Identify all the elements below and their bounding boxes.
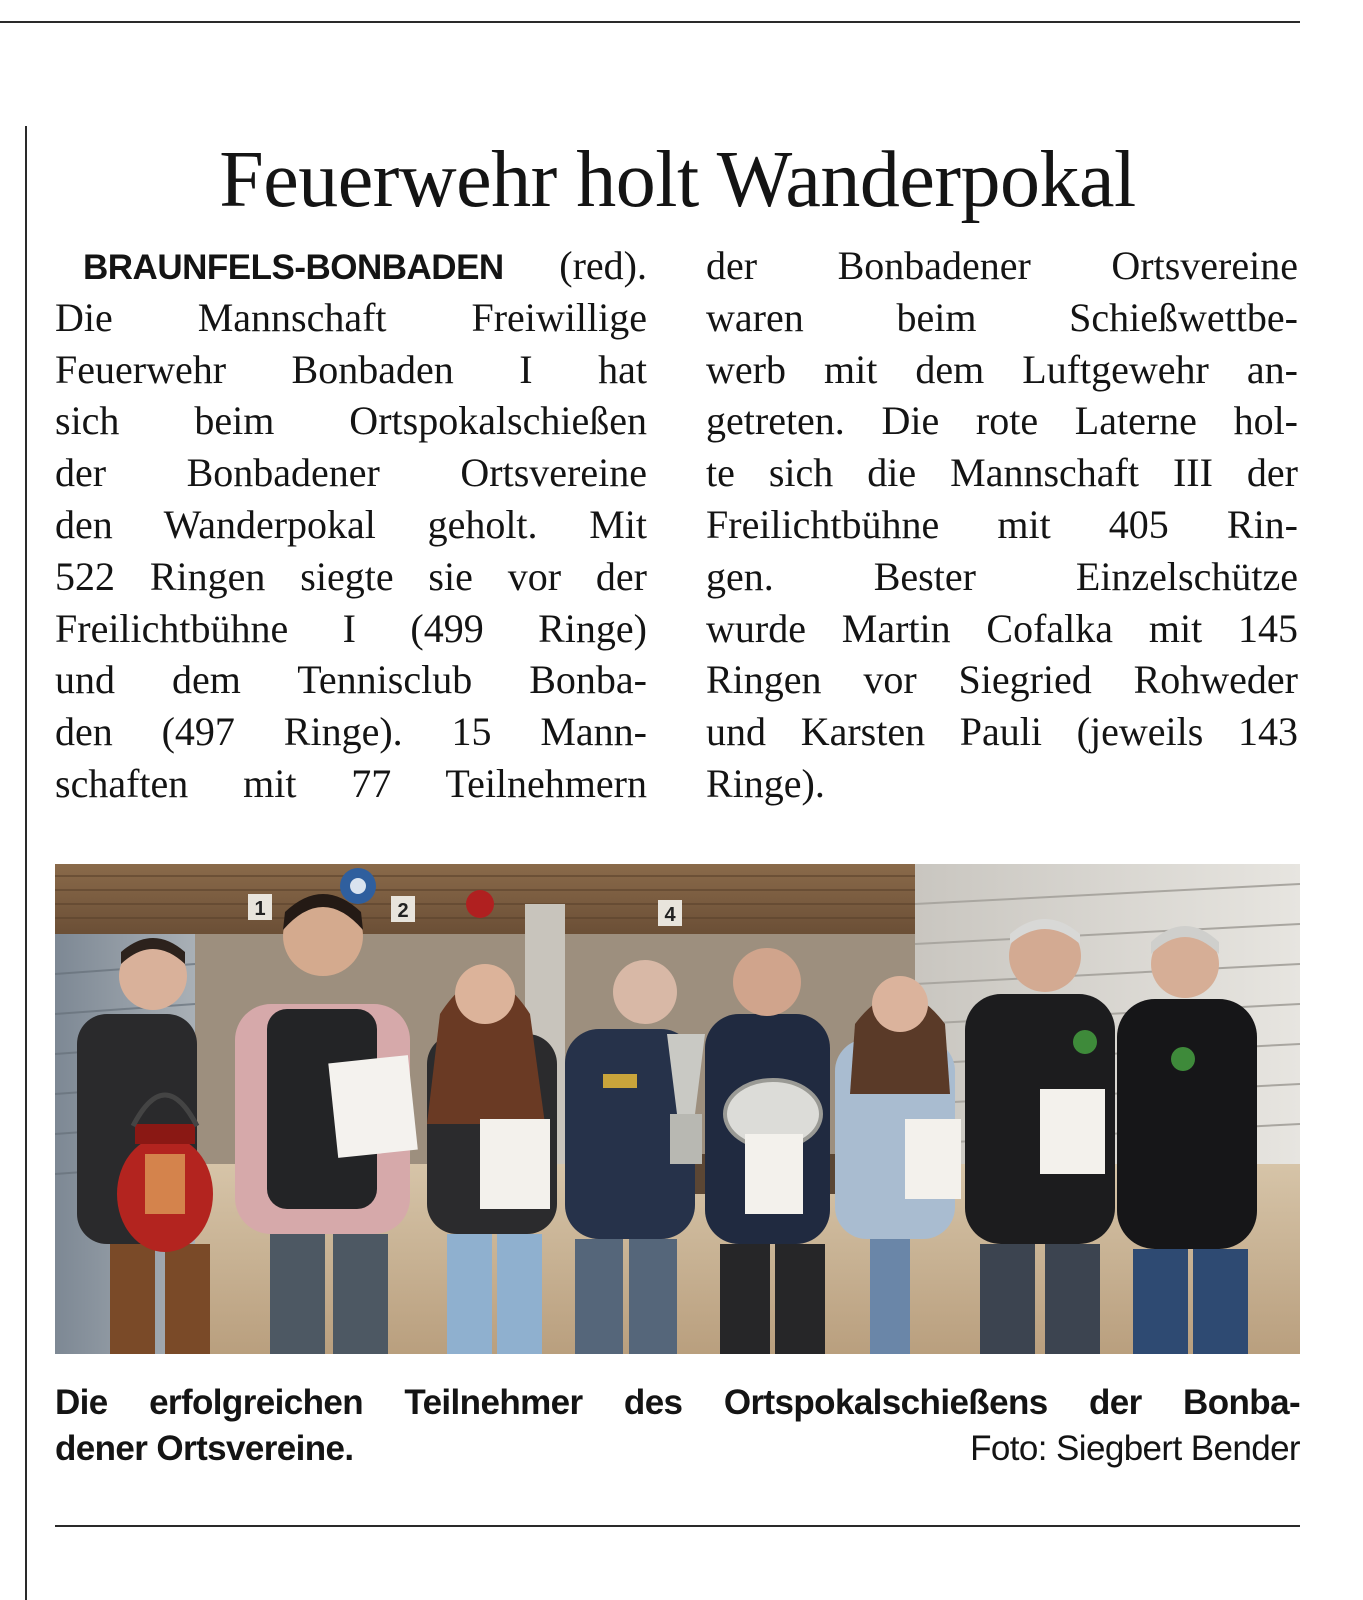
body-line: und dem Tennisclub Bonba- xyxy=(55,657,647,703)
column-rule xyxy=(25,126,27,1600)
body-line: Freilichtbühne mit 405 Rin- xyxy=(706,501,1298,547)
caption-line: Die erfolgreichen Teilnehmer des Ortspokalschießens der Bonba- xyxy=(55,1383,1300,1422)
caption-text: dener Ortsvereine. xyxy=(55,1429,354,1468)
article-column-1 xyxy=(55,240,647,810)
body-line: Ringe). xyxy=(706,760,825,806)
dateline: BRAUNFELS-BONBADEN xyxy=(83,248,504,287)
lane-number: 2 xyxy=(397,900,409,922)
body-line: den (497 Ringe). 15 Mann- xyxy=(55,709,647,755)
body-line: wurde Martin Cofalka mit 145 xyxy=(706,605,1298,651)
caption-line-2 xyxy=(55,1426,1300,1472)
top-rule xyxy=(0,21,1300,23)
body-line: der Bonbadener Ortsvereine xyxy=(706,243,1298,288)
body-line: den Wanderpokal geholt. Mit xyxy=(55,501,647,547)
body-line: waren beim Schießwettbe- xyxy=(706,294,1298,340)
body-line: BRAUNFELS-BONBADEN (red). xyxy=(83,243,647,288)
body-line: getreten. Die rote Laterne hol- xyxy=(706,398,1298,444)
lane-number: 4 xyxy=(664,904,676,926)
body-line: gen. Bester Einzelschütze xyxy=(706,553,1298,599)
headline: Feuerwehr holt Wanderpokal xyxy=(219,136,1136,224)
body-line: schaften mit 77 Teilnehmern xyxy=(55,760,647,806)
body-line: Freilichtbühne I (499 Ringe) xyxy=(55,605,647,651)
team-photo xyxy=(55,864,1300,1354)
article-column-2 xyxy=(706,240,1298,810)
body-line: te sich die Mannschaft III der xyxy=(706,450,1298,496)
body-line: Die Mannschaft Freiwillige xyxy=(55,294,647,340)
lane-number: 1 xyxy=(254,898,266,920)
body-line: 522 Ringen siegte sie vor der xyxy=(55,553,647,599)
body-line: Ringen vor Siegried Rohweder xyxy=(706,657,1298,703)
bottom-rule xyxy=(55,1525,1300,1527)
photo-caption xyxy=(55,1380,1300,1472)
body-line: werb mit dem Luftgewehr an- xyxy=(706,346,1298,392)
body-line: der Bonbadener Ortsvereine xyxy=(55,450,647,496)
body-line: Feuerwehr Bonbaden I hat xyxy=(55,346,647,392)
photo-credit: Foto: Siegbert Bender xyxy=(970,1429,1300,1468)
body-line: sich beim Ortspokalschießen xyxy=(55,398,647,444)
body-line: und Karsten Pauli (jeweils 143 xyxy=(706,709,1298,755)
